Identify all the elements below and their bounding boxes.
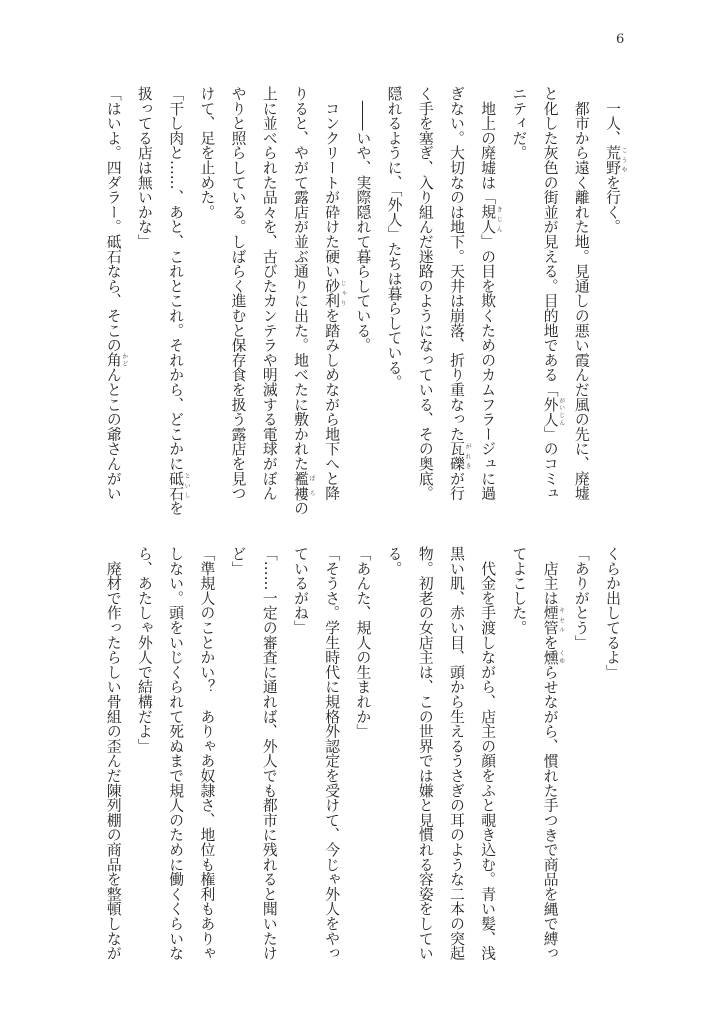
text-run: らせながら、慣れた手つきで商品を縄で縛っ: [541, 664, 559, 961]
ruby-reading: かど: [120, 352, 128, 368]
text-run: 「準規人のことかい？ ありゃあ奴隷さ、地位も権利もありゃ: [198, 546, 216, 961]
text-line: [472, 86, 503, 506]
text-run: 「はいよ。四ダラー。砥石なら、そこの: [104, 86, 122, 353]
text-line: [597, 86, 628, 506]
text-line: [254, 546, 285, 966]
text-run: が行: [447, 470, 465, 501]
text-line: [191, 546, 222, 966]
text-line: [222, 86, 253, 506]
text-line: [285, 86, 316, 516]
text-line: [441, 86, 472, 506]
text-run: 「……一定の審査に通れば、外人でも都市に残れると聞いたけ: [260, 546, 278, 961]
text-run: ぎない。大切なのは地下。天井は崩落、折り重なった: [447, 86, 465, 442]
text-line: [98, 86, 129, 506]
ruby-reading: がれき: [463, 441, 471, 471]
ruby-word: 襤褸 ぼろ: [291, 470, 315, 501]
text-line: [254, 86, 285, 506]
ruby-word: 外人 がいじん: [541, 396, 565, 427]
text-run: 「そうさ。学生時代に規格外認定を受けて、今じゃ外人をやっ: [323, 546, 341, 961]
text-run: コンクリートが砕けた硬い: [323, 86, 341, 279]
text-line: [534, 86, 565, 506]
text-run: 上に並べられた品々を、古びたカンテラや明滅する電球がぼん: [260, 86, 278, 501]
text-line: [566, 546, 597, 966]
text-run: ら、あたしゃ外人で結構だよ」: [135, 546, 153, 754]
text-run: の: [291, 500, 309, 516]
text-run: んとこの爺さんがい: [104, 367, 122, 501]
text-run: 都市から遠く離れた地。見通しの悪い霞んだ風の先に、廃墟: [572, 86, 590, 501]
text-run: ど」: [229, 546, 247, 576]
ruby-reading: こうや: [620, 145, 627, 175]
ruby-reading: きじん: [495, 204, 503, 234]
text-run: ニティだ。: [510, 86, 528, 160]
ruby-word: 瓦礫 がれき: [447, 441, 471, 471]
text-run: 」の目を欺くためのカムフラージュに過: [479, 234, 497, 501]
text-run: 隠れるように、「外人」たちは暮らしている。: [385, 86, 403, 390]
text-run: と化した灰色の街並が見える。目的地である「: [541, 86, 559, 397]
text-run: しない。頭をいじくられて死ぬまで規人のために働くくらいな: [167, 546, 185, 961]
text-run: 廃材で作ったらしい骨組の歪んだ陳列棚の商品を整頓しなが: [104, 546, 122, 961]
text-line: [160, 546, 191, 966]
text-run: く手を塞ぎ、入り組んだ迷路のようになっている、その奥底。: [416, 86, 434, 501]
text-line: [98, 546, 129, 966]
text-run: を行く。: [604, 174, 621, 235]
text-block-upper: [98, 86, 628, 516]
text-line: [503, 86, 534, 506]
text-run: 黒い肌、赤い目、頭から生えるうさぎの耳のような二本の突起: [447, 546, 465, 961]
text-run: くらか出してるよ」: [604, 546, 621, 680]
ruby-reading: といし: [183, 470, 191, 501]
ruby-reading: キセル: [557, 605, 565, 635]
text-run: けて、足を止めた。: [198, 86, 216, 220]
page-number: 6: [616, 32, 625, 47]
ruby-word: 角 かど: [104, 352, 128, 368]
ruby-reading: ぼろ: [307, 470, 315, 501]
text-line: [129, 86, 160, 506]
ruby-reading: くゆ: [557, 649, 565, 665]
text-run: 物。初老の女店主は、この世界では嫌と見慣れる容姿をしてい: [416, 546, 434, 961]
ruby-word: 燻 くゆ: [541, 649, 565, 665]
text-line: [129, 546, 160, 966]
text-line: [222, 546, 253, 966]
ruby-word: 煙管 キセル: [541, 605, 565, 635]
text-run: 「ありがとう」: [572, 546, 590, 650]
text-run: を踏みしめながら地下へと降: [323, 308, 341, 501]
text-line: [160, 86, 191, 516]
text-line: [597, 546, 628, 966]
text-run: 「干し肉と……、あと、これとこれ。それから、どこかに: [167, 86, 185, 471]
text-line: [347, 546, 378, 966]
text-line: [472, 546, 503, 966]
ruby-word: 荒野 こうや: [604, 145, 627, 175]
text-line: [534, 546, 565, 966]
text-run: 代金を手渡しながら、店主の顔をふと覗き込む。青い髪、浅: [479, 546, 497, 961]
text-block-lower: [98, 546, 628, 966]
text-line: [378, 86, 409, 506]
text-run: 「あんた、規人の生まれか」: [354, 546, 372, 739]
text-line: [285, 546, 316, 966]
ruby-reading: がいじん: [557, 396, 565, 427]
text-line: [316, 86, 347, 506]
text-run: 店主は: [541, 546, 559, 606]
text-run: ――いや、実際隠れて暮らしている。: [354, 86, 372, 353]
text-line: [316, 546, 347, 966]
text-line: [441, 546, 472, 966]
text-line: [566, 86, 597, 506]
text-run: やりと照らしている。しばらく進むと保存食を扱う露店を見つ: [229, 86, 247, 501]
text-run: 一人、: [604, 86, 621, 146]
text-run: 扱ってる店は無いかな」: [135, 86, 153, 249]
text-run: ているがね」: [291, 546, 309, 635]
text-run: を: [167, 500, 185, 516]
text-run: 」のコミュ: [541, 426, 559, 501]
text-run: を: [541, 634, 559, 650]
ruby-word: 砥石 といし: [167, 470, 191, 501]
ruby-reading: じゃり: [339, 278, 347, 308]
text-run: てよこした。: [510, 546, 528, 635]
text-line: [347, 86, 378, 506]
text-line: [410, 86, 441, 506]
ruby-word: 砂利 じゃり: [323, 278, 347, 309]
text-line: [191, 86, 222, 506]
text-run: 地上の廃墟は「: [479, 86, 497, 205]
ruby-word: 規人 きじん: [479, 204, 503, 235]
text-line: [410, 546, 441, 966]
text-run: りると、やがて露店が並ぶ通りに出た。地べたに敷かれた: [291, 86, 309, 471]
text-line: [503, 546, 534, 966]
text-line: [378, 546, 409, 966]
text-run: る。: [385, 546, 403, 576]
